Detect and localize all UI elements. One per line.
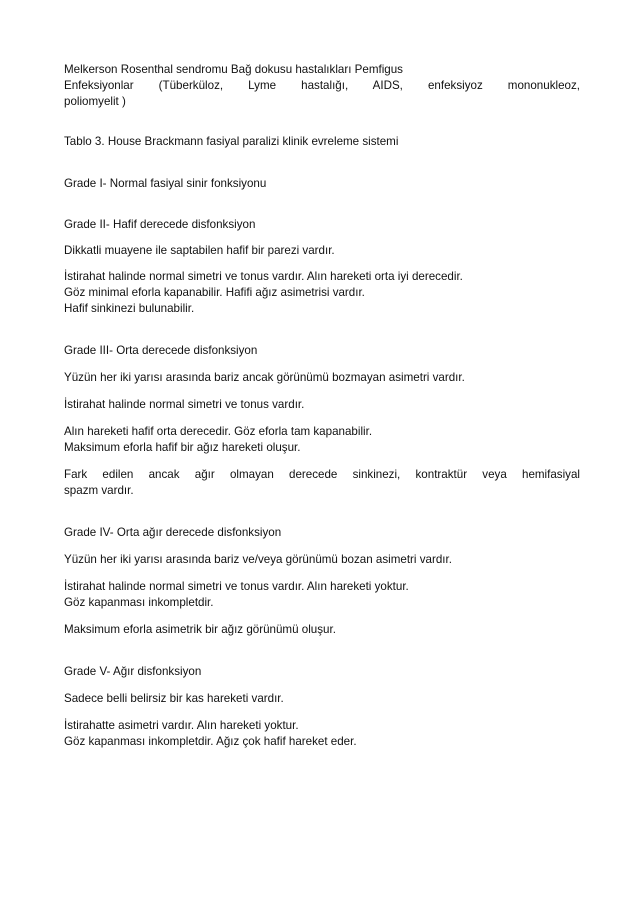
- grade-4-paragraph-2: [64, 579, 580, 611]
- intro-line-2-wrap: [64, 78, 580, 94]
- grade-3-paragraph-4-line-2: spazm vardır.: [64, 484, 134, 497]
- grade-4-paragraph-1: Yüzün her iki yarısı arasında bariz ve/veya görünümü bozan asimetri vardır.: [64, 553, 452, 566]
- grade-2-title: Grade II- Hafif derecede disfonksiyon: [64, 218, 256, 231]
- grade-2-paragraph-2-line-1: İstirahat halinde normal simetri ve tonus vardır. Alın hareketi orta iyi derecedir.: [64, 270, 463, 283]
- grade-3-paragraph-4-line-1-wrap: [64, 467, 580, 483]
- grade-4-paragraph-2-line-2: Göz kapanması inkompletdir.: [64, 596, 214, 609]
- grade-5-paragraph-2-line-1: İstirahatte asimetri vardır. Alın hareketi yoktur.: [64, 719, 299, 732]
- intro-line-3: poliomyelit ): [64, 95, 126, 108]
- table-title: Tablo 3. House Brackmann fasiyal paralizi klinik evreleme sistemi: [64, 135, 399, 148]
- intro-line-2: Enfeksiyonlar (Tüberküloz, Lyme hastalığı, AIDS, enfeksiyoz mononukleoz,: [64, 79, 580, 92]
- grade-3-paragraph-3-line-1: Alın hareketi hafif orta derecedir. Göz eforla tam kapanabilir.: [64, 425, 373, 438]
- grade-1-title: Grade I- Normal fasiyal sinir fonksiyonu: [64, 177, 267, 190]
- grade-4-title: Grade IV- Orta ağır derecede disfonksiyon: [64, 526, 282, 539]
- grade-3-paragraph-1: Yüzün her iki yarısı arasında bariz ancak görünümü bozmayan asimetri vardır.: [64, 371, 465, 384]
- intro-paragraph: [64, 62, 580, 110]
- document-page: [64, 62, 580, 750]
- grade-3-paragraph-3-line-2: Maksimum eforla hafif bir ağız hareketi oluşur.: [64, 441, 301, 454]
- grade-3-paragraph-2: İstirahat halinde normal simetri ve tonus vardır.: [64, 398, 305, 411]
- grade-3-paragraph-4: [64, 467, 580, 499]
- grade-5-paragraph-2: [64, 718, 580, 750]
- grade-5-paragraph-1: Sadece belli belirsiz bir kas hareketi vardır.: [64, 692, 284, 705]
- grade-2-paragraph-1: Dikkatli muayene ile saptabilen hafif bir parezi vardır.: [64, 244, 335, 257]
- grade-4-paragraph-3: Maksimum eforla asimetrik bir ağız görünümü oluşur.: [64, 623, 336, 636]
- grade-5-title: Grade V- Ağır disfonksiyon: [64, 665, 202, 678]
- grade-2-paragraph-2: [64, 269, 580, 317]
- grade-5-paragraph-2-line-2: Göz kapanması inkompletdir. Ağız çok hafif hareket eder.: [64, 735, 357, 748]
- grade-2-paragraph-2-line-2: Göz minimal eforla kapanabilir. Hafifi ağız asimetrisi vardır.: [64, 286, 365, 299]
- grade-2-paragraph-2-line-3: Hafif sinkinezi bulunabilir.: [64, 302, 195, 315]
- grade-3-title: Grade III- Orta derecede disfonksiyon: [64, 344, 258, 357]
- intro-line-1: Melkerson Rosenthal sendromu Bağ dokusu hastalıkları Pemfigus: [64, 63, 403, 76]
- grade-3-paragraph-3: [64, 424, 580, 456]
- grade-3-paragraph-4-line-1: Fark edilen ancak ağır olmayan derecede sinkinezi, kontraktür veya hemifasiyal: [64, 468, 580, 481]
- grade-4-paragraph-2-line-1: İstirahat halinde normal simetri ve tonus vardır. Alın hareketi yoktur.: [64, 580, 409, 593]
